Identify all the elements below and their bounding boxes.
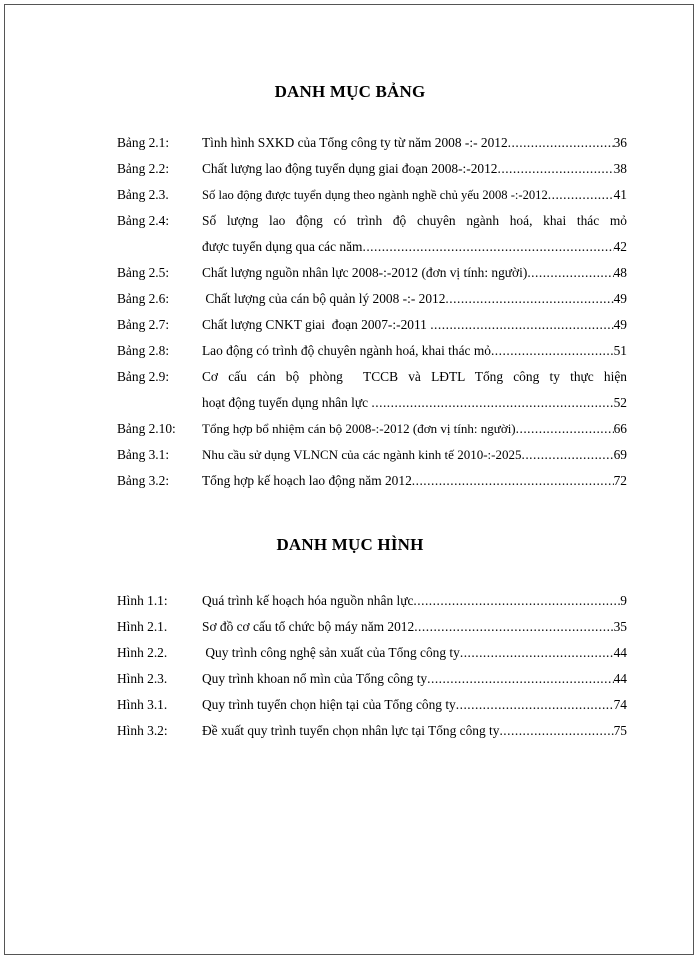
- entry-page: 49: [613, 291, 627, 306]
- dot-leader: [527, 260, 613, 286]
- dot-leader: [521, 442, 613, 468]
- dot-leader: [427, 666, 613, 692]
- list-item: [117, 468, 627, 494]
- entry-page: 44: [613, 645, 627, 660]
- entry-title: Chất lượng lao động tuyển dụng giai đoạn 2008-:-2012: [202, 161, 498, 176]
- entry-page: 51: [613, 343, 627, 358]
- dot-leader: [498, 156, 614, 182]
- list-item: [117, 208, 627, 260]
- entry-title: Tổng hợp kế hoạch lao động năm 2012: [202, 473, 412, 488]
- entry-title: Chất lượng nguồn nhân lực 2008-:-2012 (đơn vị tính: người): [202, 265, 528, 280]
- entry-title: Chất lượng của cán bộ quản lý 2008 -:- 2012: [202, 291, 446, 306]
- entry-label: Bảng 2.6:: [117, 291, 170, 306]
- entry-title: Chất lượng CNKT giai đoạn 2007-:-2011: [202, 317, 431, 332]
- list-item: [117, 130, 627, 156]
- entry-title: Quy trình tuyển chọn hiện tại của Tổng công ty: [202, 697, 456, 712]
- entry-label: Hình 3.2:: [117, 723, 168, 738]
- dot-leader: [430, 312, 613, 338]
- entry-label: Bảng 2.9:: [117, 369, 170, 384]
- entry-label: Bảng 2.7:: [117, 317, 170, 332]
- figures-list: [117, 588, 627, 744]
- entry-title: Đề xuất quy trình tuyển chọn nhân lực tại Tổng công ty: [202, 723, 500, 738]
- entry-label: Bảng 2.8:: [117, 343, 170, 358]
- dot-leader: [362, 234, 613, 260]
- list-item: [117, 260, 627, 286]
- tables-heading: DANH MỤC BẢNG: [274, 82, 426, 101]
- list-item: [117, 338, 627, 364]
- list-item: [117, 286, 627, 312]
- entry-page: 41: [613, 187, 627, 202]
- list-item: [117, 666, 627, 692]
- entry-page: 69: [613, 447, 627, 462]
- dot-leader: [456, 692, 614, 718]
- entry-title: Cơ cấu cán bộ phòng TCCB và LĐTL Tổng công ty thực hiện: [202, 369, 627, 384]
- entry-title: Quy trình công nghệ sản xuất của Tổng công ty: [202, 645, 460, 660]
- entry-page: 38: [613, 161, 627, 176]
- entry-page: 36: [613, 135, 627, 150]
- entry-page: 9: [620, 593, 627, 608]
- entry-label: Bảng 2.4:: [117, 213, 170, 228]
- entry-label: Hình 3.1.: [117, 697, 168, 712]
- entry-title-continued: được tuyển dụng qua các năm: [202, 239, 363, 254]
- dot-leader: [548, 182, 614, 208]
- entry-label: Bảng 2.5:: [117, 265, 170, 280]
- entry-title: Số lượng lao động có trình độ chuyên ngành hoá, khai thác mỏ: [202, 213, 627, 228]
- entry-title: Quy trình khoan nổ mìn của Tổng công ty: [202, 671, 428, 686]
- dot-leader: [445, 286, 613, 312]
- entry-label: Hình 1.1:: [117, 593, 168, 608]
- entry-title: Sơ đồ cơ cấu tổ chức bộ máy năm 2012: [202, 619, 415, 634]
- entry-label: Bảng 2.2:: [117, 161, 170, 176]
- entry-title: Tổng hợp bổ nhiệm cán bộ 2008-:-2012 (đơn vị tính: người): [202, 421, 516, 436]
- entry-title-continued: hoạt động tuyển dụng nhân lực: [202, 395, 372, 410]
- dot-leader: [508, 130, 614, 156]
- dot-leader: [460, 640, 614, 666]
- dot-leader: [414, 614, 613, 640]
- figures-heading: DANH MỤC HÌNH: [276, 535, 424, 554]
- dot-leader: [412, 468, 614, 494]
- entry-title: Lao động có trình độ chuyên ngành hoá, khai thác mỏ: [202, 343, 491, 358]
- list-item: [117, 692, 627, 718]
- entry-title: Số lao động được tuyển dụng theo ngành nghề chủ yếu 2008 -:-2012: [202, 188, 548, 202]
- entry-label: Bảng 2.3.: [117, 187, 169, 202]
- entry-page: 52: [613, 395, 627, 410]
- entry-page: 35: [613, 619, 627, 634]
- list-item: [117, 442, 627, 468]
- tables-list: [117, 130, 627, 494]
- entry-label: Bảng 3.2:: [117, 473, 170, 488]
- dot-leader: [491, 338, 614, 364]
- list-item: [117, 312, 627, 338]
- entry-page: 66: [613, 421, 627, 436]
- dot-leader: [516, 416, 614, 442]
- entry-page: 48: [613, 265, 627, 280]
- list-item: [117, 156, 627, 182]
- entry-title: Tình hình SXKD của Tổng công ty từ năm 2008 -:- 2012: [202, 135, 508, 150]
- entry-label: Hình 2.1.: [117, 619, 168, 634]
- entry-page: 72: [613, 473, 627, 488]
- entry-page: 42: [613, 239, 627, 254]
- entry-page: 44: [613, 671, 627, 686]
- dot-leader: [371, 390, 613, 416]
- list-item: [117, 718, 627, 744]
- list-item: [117, 614, 627, 640]
- entry-title: Quá trình kế hoạch hóa nguồn nhân lực: [202, 593, 414, 608]
- entry-title: Nhu cầu sử dụng VLNCN của các ngành kinh tế 2010-:-2025: [202, 447, 522, 462]
- list-item: [117, 182, 627, 208]
- entry-page: 74: [613, 697, 627, 712]
- list-item: [117, 364, 627, 416]
- entry-page: 49: [613, 317, 627, 332]
- entry-label: Bảng 2.1:: [117, 135, 170, 150]
- entry-label: Bảng 2.10:: [117, 421, 176, 436]
- entry-page: 75: [613, 723, 627, 738]
- dot-leader: [499, 718, 613, 744]
- list-item: [117, 416, 627, 442]
- list-item: [117, 588, 627, 614]
- dot-leader: [413, 588, 620, 614]
- list-item: [117, 640, 627, 666]
- entry-label: Bảng 3.1:: [117, 447, 170, 462]
- entry-label: Hình 2.3.: [117, 671, 168, 686]
- entry-label: Hình 2.2.: [117, 645, 168, 660]
